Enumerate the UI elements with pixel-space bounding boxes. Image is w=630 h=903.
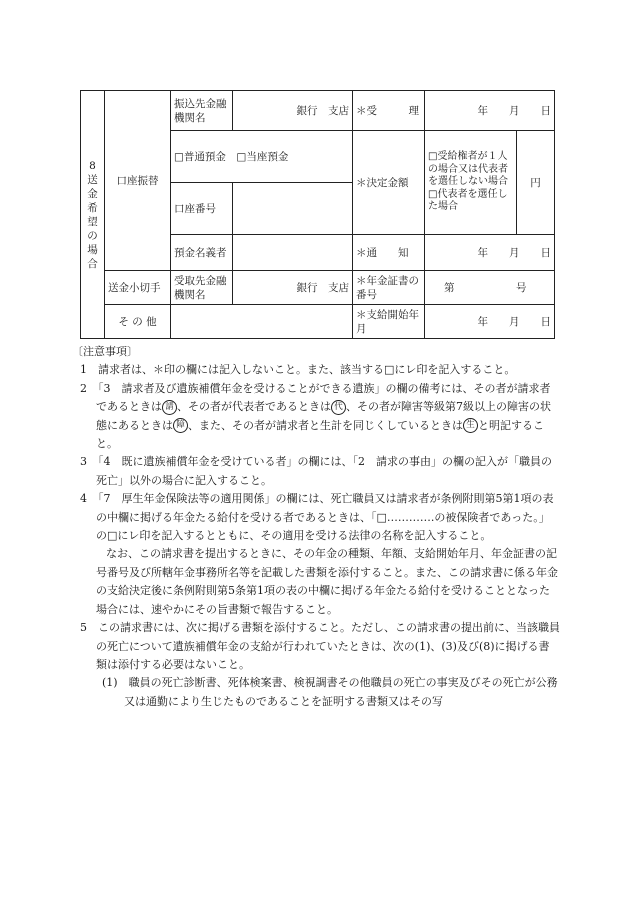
single-beneficiary-checkbox[interactable]: □受給権者が１人の場合又は代表者を選任しない場合 (428, 151, 508, 188)
other-method-label: そ の 他 (105, 305, 171, 339)
notes-heading: 〔注意事項〕 (72, 345, 138, 358)
other-method-field[interactable] (171, 305, 353, 339)
remittance-form-table (80, 90, 555, 339)
representative-checkbox[interactable]: □代表者を選任した場合 (428, 188, 508, 213)
account-holder-field[interactable] (233, 235, 353, 271)
deposit-type-checkboxes[interactable]: □普通預金 □当座預金 (171, 131, 353, 183)
pension-cert-no-label: ＊年金証書の番号 (353, 271, 425, 305)
section-8-label: 8 送 金 希 望 の 場 合 (81, 91, 105, 339)
remittance-check-label: 送金小切手 (105, 271, 171, 305)
note-4: 4 「7 厚生年金保険法等の適用関係」の欄には、死亡職員又は請求者が条例附則第5第1項の表の中欄に掲げる年金たる給付を受ける者であるときは、「□………….の被保険者であった。」の□にレ印を記入するとともに、その適用を受ける法律の名称を記入すること。 (80, 492, 554, 543)
transfer-bank-field[interactable]: 銀行 支店 (233, 91, 353, 131)
account-transfer-label: 口座振替 (105, 91, 171, 271)
note-5: 5 この請求書には、次に掲げる書類を添付すること。ただし、この請求書の提出前に、当該職員の死亡について遺族補償年金の支給が行われていたときは、次の(1)、(3)及び(8)に掲げる書類は添付する必要はないこと。 (80, 621, 560, 671)
circle-sei2-mark: 生 (463, 418, 478, 433)
note-1: 1 請求者は、＊印の欄には記入しないこと。また、該当する□にレ印を記入すること。 (80, 363, 516, 377)
note-3: 3 「4 既に遺族補償年金を受けている者」の欄には、「2 請求の事由」の欄の記入が「職員の死亡」以外の場合に記入すること。 (80, 455, 552, 487)
note-4-paragraph: なお、この請求書を提出するときに、その年金の種類、年額、支給開始年月、年金証書の記号番号及び所轄年金事務所名等を記載した書類を添付すること。また、この請求書に係る年金の支給決定後に条例附則第5条第1項の表の中欄に掲げる年金たる給付を受けることとなった場合には、速やかにその旨書類で報告すること。 (96, 547, 558, 616)
payment-start-label: ＊支給開始年月 (353, 305, 425, 339)
received-label: ＊受 理 (353, 91, 425, 131)
yen-unit: 円 (517, 131, 555, 235)
note-2: 2 「3 請求者及び遺族補償年金を受けることができる遺族」の欄の備考には、その者が請求者であるときは 請 、その者が代表者であるときは 代 、その者が障害等級第7級以上の障害の状態にあるときは 障 、また、その者が請求者と生計を同じくしているときは 生 と明記すること。 (80, 381, 551, 451)
notice-label: ＊通 知 (353, 235, 425, 271)
notice-date-field[interactable]: 年 月 日 (425, 235, 555, 271)
transfer-bank-label: 振込先金融機関名 (171, 91, 233, 131)
account-holder-label: 預金名義者 (171, 235, 233, 271)
circle-dai-mark: 代 (331, 400, 346, 415)
payment-start-field[interactable]: 年 月 日 (425, 305, 555, 339)
account-number-label: 口座番号 (171, 183, 233, 235)
receiving-bank-label: 受取先金融機関名 (171, 271, 233, 305)
pension-no-suffix: 号 (516, 281, 527, 294)
decision-amount-label: ＊決定金額 (353, 131, 425, 235)
receiving-bank-field[interactable]: 銀行 支店 (233, 271, 353, 305)
circle-sho-mark: 障 (173, 418, 188, 433)
received-date-field[interactable]: 年 月 日 (425, 91, 555, 131)
account-number-field[interactable] (233, 183, 353, 235)
note-5-item-1: (1) 職員の死亡診断書、死体検案書、検視調書その他職員の死亡の事実及びその死亡が公務又は通勤により生じたものであることを証明する書類又はその写 (102, 676, 558, 708)
circle-sei-mark: 請 (162, 400, 177, 415)
notes-section (72, 343, 560, 711)
pension-no-prefix: 第 (444, 281, 455, 294)
pension-cert-no-field[interactable] (425, 271, 555, 305)
